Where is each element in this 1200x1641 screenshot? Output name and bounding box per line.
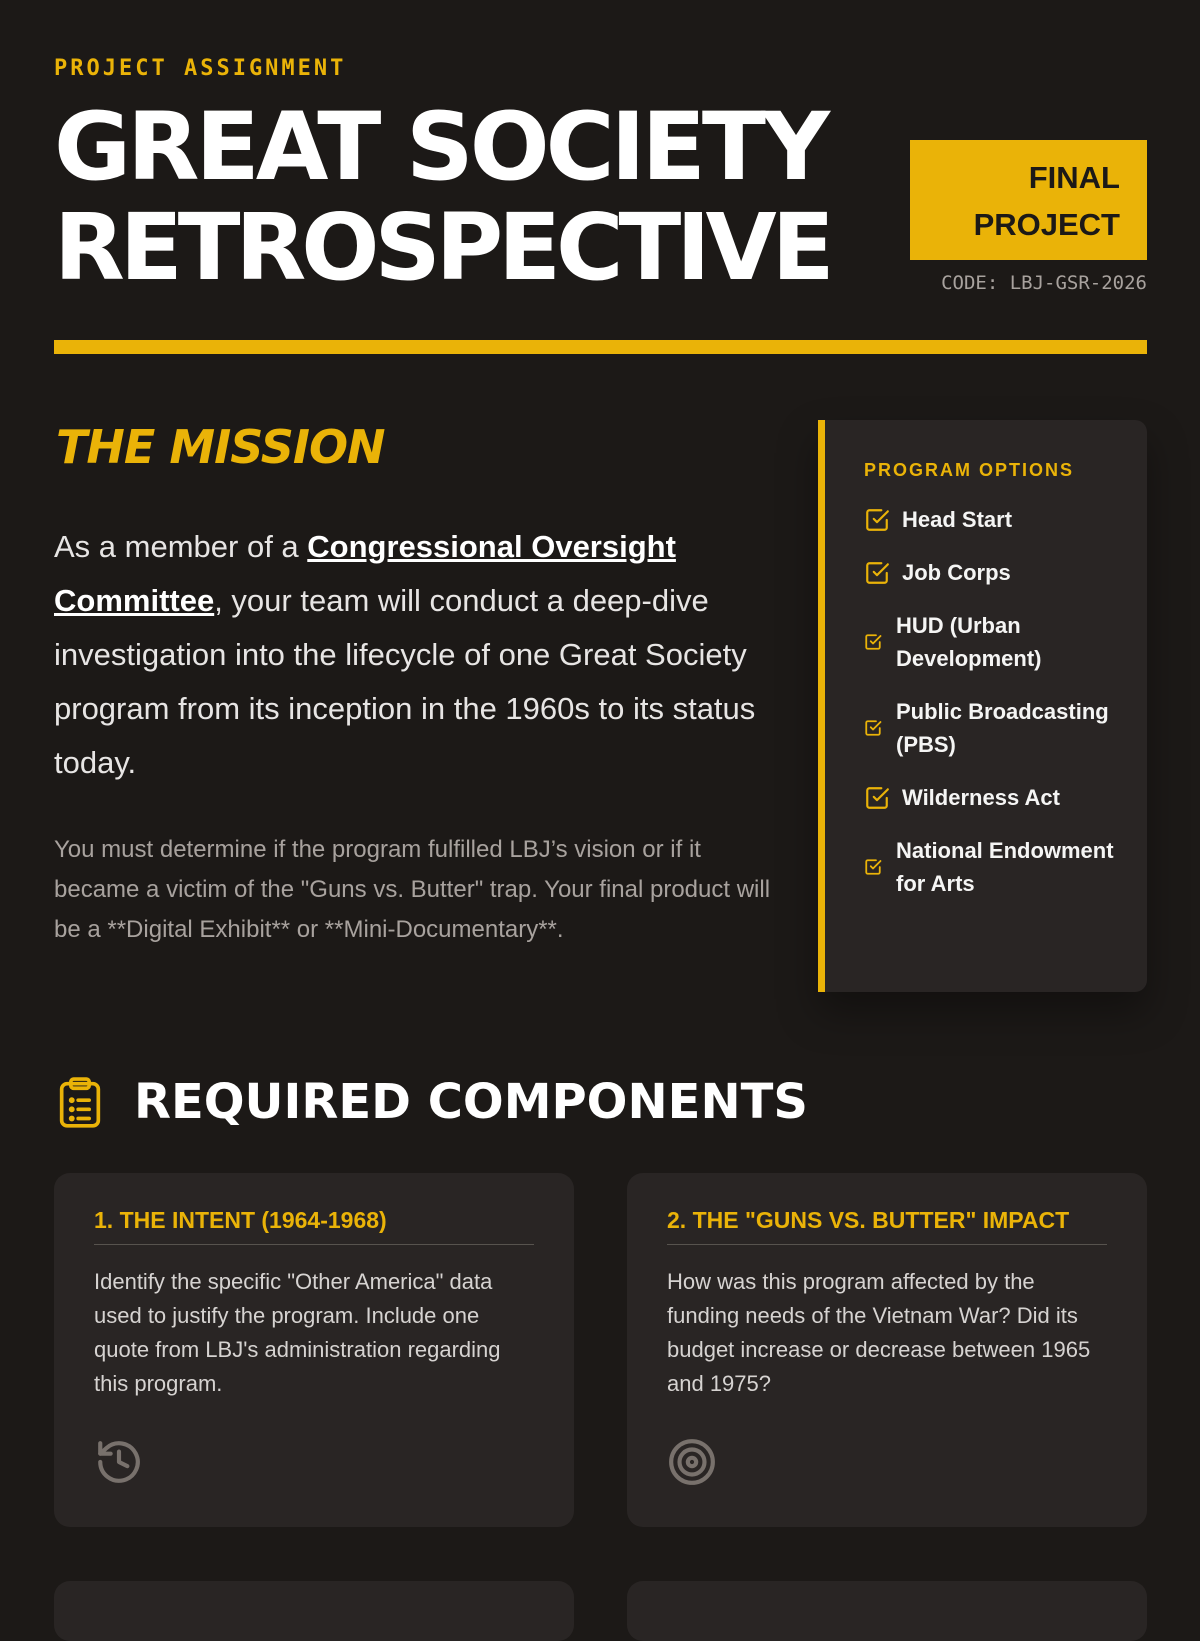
mission-lead-end: , your team will conduct a deep-dive investigation into the lifecycle of one Great Society program from its inception in the 1960s to its status today. xyxy=(54,583,756,780)
check-square-icon xyxy=(864,507,890,533)
program-option-wilderness-act[interactable] xyxy=(864,781,1147,814)
title-line-2: RETROSPECTIVE xyxy=(54,194,830,301)
project-code: CODE: LBJ-GSR-2026 xyxy=(941,272,1147,294)
program-option-label: Public Broadcasting (PBS) xyxy=(896,699,1109,757)
program-option-pbs[interactable] xyxy=(864,695,1147,761)
program-option-label: HUD (Urban Development) xyxy=(896,613,1042,671)
program-option-label: Head Start xyxy=(902,507,1013,532)
program-options-label: PROGRAM OPTIONS xyxy=(864,460,1075,480)
header-divider xyxy=(54,340,1147,354)
program-options-panel xyxy=(818,420,1147,992)
final-project-badge xyxy=(910,140,1147,260)
component-card-intent xyxy=(54,1173,574,1527)
check-square-icon xyxy=(864,858,882,876)
page-title xyxy=(54,93,830,301)
card-text: Identify the specific "Other America" data used to justify the program. Include one quote from LBJ's administration regarding this program. xyxy=(94,1269,501,1396)
title-line-1: GREAT SOCIETY xyxy=(54,93,827,202)
program-option-label: National Endowment for Arts xyxy=(896,838,1114,896)
card-title: 2. THE "GUNS VS. BUTTER" IMPACT xyxy=(667,1207,1107,1245)
check-square-icon xyxy=(864,719,882,737)
check-square-icon xyxy=(864,785,890,811)
committee-link[interactable]: Congressional Oversight Committee xyxy=(54,529,676,618)
card-title: 1. THE INTENT (1964-1968) xyxy=(94,1207,534,1245)
component-card-guns-vs-butter xyxy=(627,1173,1147,1527)
mission-lead-start: As a member of a xyxy=(54,529,308,564)
program-option-hud[interactable] xyxy=(864,609,1147,675)
component-card-next xyxy=(627,1581,1147,1641)
program-option-label: Wilderness Act xyxy=(902,785,1060,810)
program-option-head-start[interactable] xyxy=(864,503,1147,536)
check-square-icon xyxy=(864,633,882,651)
history-icon xyxy=(94,1437,144,1487)
program-option-job-corps[interactable] xyxy=(864,556,1147,589)
target-icon xyxy=(667,1437,717,1487)
mission-lead xyxy=(54,520,774,790)
program-option-nea[interactable] xyxy=(864,834,1147,900)
required-components-heading: REQUIRED COMPONENTS xyxy=(134,1074,808,1130)
badge-line-2: PROJECT xyxy=(973,207,1120,242)
check-square-icon xyxy=(864,560,890,586)
clipboard-list-icon xyxy=(58,1076,102,1128)
eyebrow-label: PROJECT ASSIGNMENT xyxy=(54,56,347,81)
card-text: How was this program affected by the funding needs of the Vietnam War? Did its budget increase or decrease between 1965 and 1975? xyxy=(667,1269,1091,1396)
component-card-next xyxy=(54,1581,574,1641)
mission-body: You must determine if the program fulfilled LBJ’s vision or if it became a victim of the "Guns vs. Butter" trap. Your final product will be a **Digital Exhibit** or **Mini-Documentary**. xyxy=(54,836,771,943)
program-option-label: Job Corps xyxy=(902,560,1011,585)
mission-heading: THE MISSION xyxy=(56,420,385,474)
badge-line-1: FINAL xyxy=(1028,160,1120,195)
